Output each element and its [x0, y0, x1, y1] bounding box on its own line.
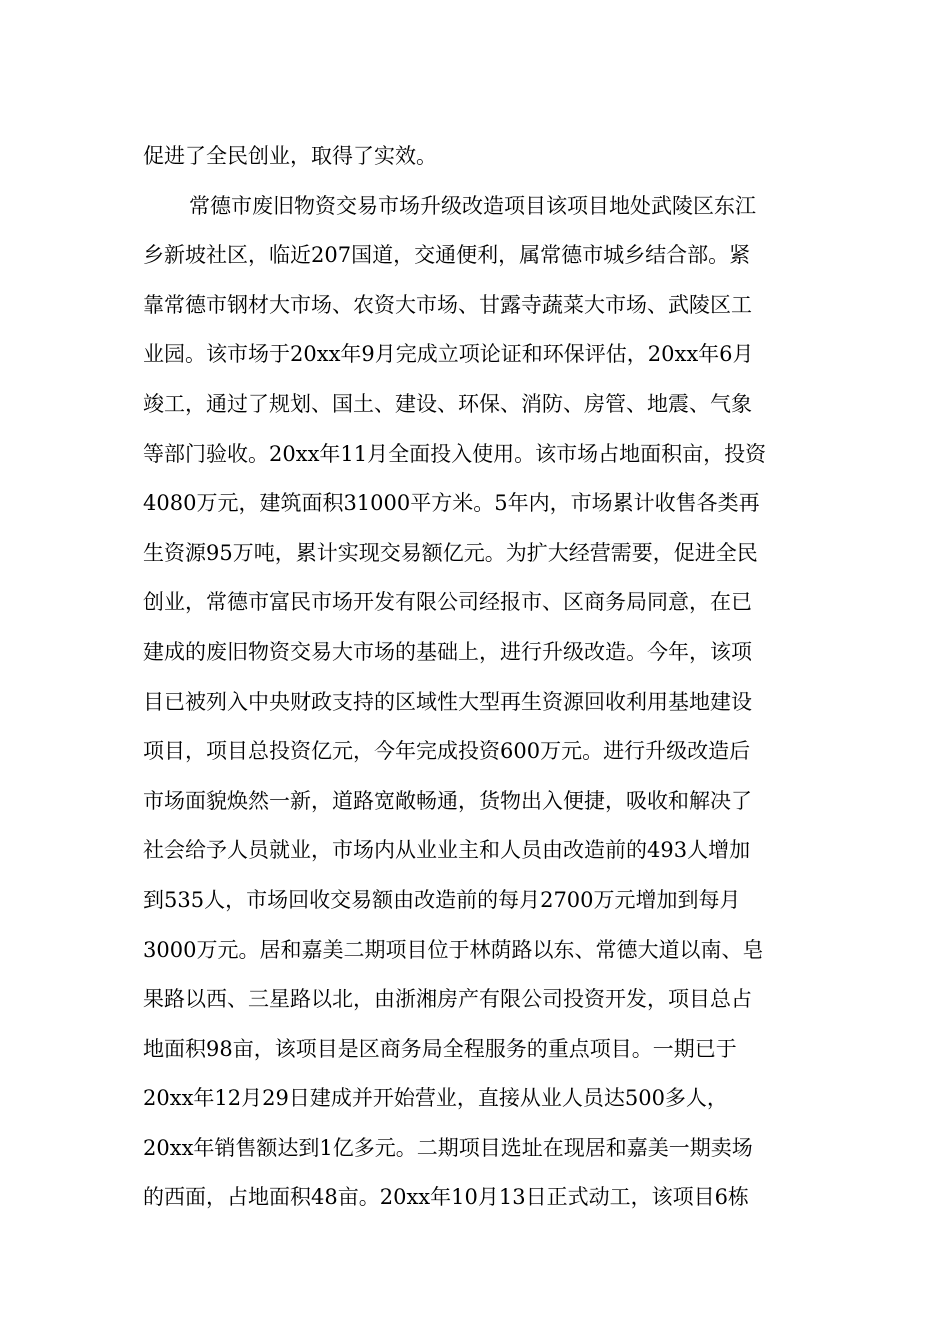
text-line: 生资源95万吨，累计实现交易额亿元。为扩大经营需要，促进全民 — [143, 540, 758, 565]
paragraph-first-line: 常德市废旧物资交易市场升级改造项目该项目地处武陵区东江 — [189, 193, 756, 218]
text-line: 20xx年销售额达到1亿多元。二期项目选址在现居和嘉美一期卖场 — [143, 1135, 753, 1160]
text-line: 乡新坡社区，临近207国道，交通便利，属常德市城乡结合部。紧 — [143, 243, 751, 268]
text-line: 4080万元，建筑面积31000平方米。5年内，市场累计收售各类再 — [143, 491, 760, 516]
text-line: 3000万元。居和嘉美二期项目位于林荫路以东、常德大道以南、皂 — [143, 937, 764, 962]
text-line: 市场面貌焕然一新，道路宽敞畅通，货物出入便捷，吸收和解决了 — [143, 788, 752, 813]
text-line: 目已被列入中央财政支持的区域性大型再生资源回收利用基地建设 — [143, 689, 752, 714]
text-line: 20xx年12月29日建成并开始营业，直接从业人员达500多人， — [143, 1086, 728, 1111]
text-line: 竣工，通过了规划、国土、建设、环保、消防、房管、地震、气象 — [143, 391, 752, 416]
text-line: 社会给予人员就业，市场内从业业主和人员由改造前的493人增加 — [143, 838, 751, 863]
text-line: 地面积98亩，该项目是区商务局全程服务的重点项目。一期已于 — [143, 1036, 737, 1061]
body-text — [143, 132, 833, 1223]
text-line: 靠常德市钢材大市场、农资大市场、甘露寺蔬菜大市场、武陵区工 — [143, 292, 752, 317]
text-line: 到535人，市场回收交易额由改造前的每月2700万元增加到每月 — [143, 887, 741, 912]
text-line: 建成的废旧物资交易大市场的基础上，进行升级改造。今年，该项 — [143, 639, 752, 664]
text-line: 的西面，占地面积48亩。20xx年10月13日正式动工，该项目6栋 — [143, 1185, 749, 1210]
text-line: 项目，项目总投资亿元，今年完成投资600万元。进行升级改造后 — [143, 739, 751, 764]
text-line: 果路以西、三星路以北，由浙湘房产有限公司投资开发，项目总占 — [143, 987, 752, 1012]
text-line: 促进了全民创业，取得了实效。 — [143, 144, 437, 168]
text-line: 创业，常德市富民市场开发有限公司经报市、区商务局同意，在已 — [143, 590, 752, 615]
text-line: 业园。该市场于20xx年9月完成立项论证和环保评估，20xx年6月 — [143, 342, 754, 367]
text-line: 等部门验收。20xx年11月全面投入使用。该市场占地面积亩，投资 — [143, 441, 767, 466]
